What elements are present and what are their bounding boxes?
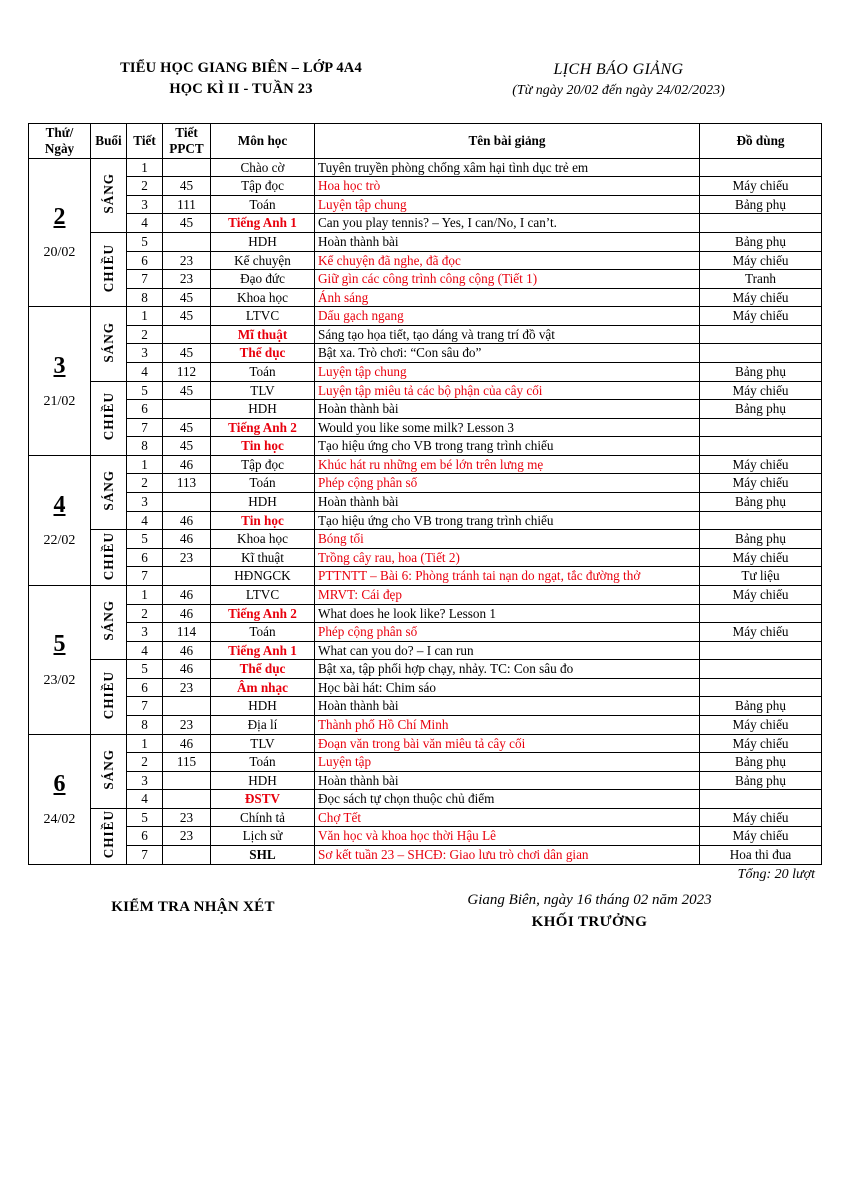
- period-cell: 1: [127, 307, 163, 326]
- table-row: [29, 214, 822, 233]
- table-row: [29, 400, 822, 419]
- session-label: SÁNG: [100, 173, 116, 214]
- equipment-cell: Máy chiếu: [700, 251, 822, 270]
- session-label: CHIỀU: [100, 392, 116, 441]
- ppct-cell: [163, 697, 211, 716]
- table-row: [29, 790, 822, 809]
- period-cell: 4: [127, 363, 163, 382]
- table-row: [29, 177, 822, 196]
- equipment-cell: Máy chiếu: [700, 474, 822, 493]
- period-cell: 3: [127, 623, 163, 642]
- equipment-cell: [700, 790, 822, 809]
- col-header-day: Thứ/ Ngày: [29, 124, 91, 158]
- subject-cell: Thể dục: [211, 344, 315, 363]
- subject-cell: Địa lí: [211, 715, 315, 734]
- lesson-cell: Bật xa, tập phối hợp chạy, nhảy. TC: Con sâu đo: [315, 660, 700, 679]
- period-cell: 7: [127, 567, 163, 586]
- subject-cell: Tiếng Anh 2: [211, 604, 315, 623]
- period-cell: 2: [127, 325, 163, 344]
- equipment-cell: [700, 325, 822, 344]
- session-label: SÁNG: [100, 600, 116, 642]
- subject-cell: HĐNGCK: [211, 567, 315, 586]
- table-row: [29, 604, 822, 623]
- lesson-cell: Bóng tối: [315, 530, 700, 549]
- period-cell: 5: [127, 381, 163, 400]
- period-cell: 4: [127, 214, 163, 233]
- equipment-cell: Máy chiếu: [700, 585, 822, 604]
- session-cell: [91, 381, 127, 455]
- lesson-cell: Phép cộng phân số: [315, 623, 700, 642]
- lesson-cell: What does he look like? Lesson 1: [315, 604, 700, 623]
- equipment-cell: Bảng phụ: [700, 400, 822, 419]
- equipment-cell: [700, 678, 822, 697]
- period-cell: 7: [127, 846, 163, 865]
- table-row: [29, 251, 822, 270]
- ppct-cell: 46: [163, 511, 211, 530]
- period-cell: 6: [127, 400, 163, 419]
- equipment-cell: [700, 660, 822, 679]
- equipment-cell: Bảng phụ: [700, 530, 822, 549]
- ppct-cell: 23: [163, 251, 211, 270]
- period-cell: 2: [127, 474, 163, 493]
- ppct-cell: 115: [163, 753, 211, 772]
- document-header: [28, 0, 821, 101]
- equipment-cell: [700, 511, 822, 530]
- table-row: [29, 158, 822, 177]
- ppct-cell: 23: [163, 808, 211, 827]
- lesson-cell: Luyện tập chung: [315, 363, 700, 382]
- table-row: [29, 418, 822, 437]
- lesson-cell: Khúc hát ru những em bé lớn trên lưng mẹ: [315, 455, 700, 474]
- signature-block: [358, 889, 821, 934]
- lesson-cell: Văn học và khoa học thời Hậu Lê: [315, 827, 700, 846]
- table-row: [29, 660, 822, 679]
- day-date: 24/02: [43, 811, 76, 827]
- equipment-cell: Máy chiếu: [700, 623, 822, 642]
- table-row: [29, 232, 822, 251]
- table-row: [29, 437, 822, 456]
- period-cell: 2: [127, 177, 163, 196]
- school-class-line: TIỂU HỌC GIANG BIÊN – LỚP 4A4: [120, 60, 362, 76]
- lesson-cell: Học bài hát: Chim sáo: [315, 678, 700, 697]
- subject-cell: Tin học: [211, 511, 315, 530]
- lesson-cell: Hoàn thành bài: [315, 493, 700, 512]
- ppct-cell: 46: [163, 455, 211, 474]
- table-row: [29, 270, 822, 289]
- table-row: [29, 381, 822, 400]
- col-header-session: Buổi: [91, 124, 127, 158]
- day-number: 4: [53, 492, 66, 518]
- subject-cell: Tập đọc: [211, 177, 315, 196]
- table-header: [29, 124, 822, 158]
- session-cell: [91, 808, 127, 864]
- document-footer: [28, 889, 821, 934]
- subject-cell: Chào cờ: [211, 158, 315, 177]
- period-cell: 7: [127, 270, 163, 289]
- session-label: SÁNG: [100, 321, 116, 363]
- ppct-cell: 45: [163, 177, 211, 196]
- day-number: 2: [53, 204, 66, 231]
- subject-cell: HDH: [211, 493, 315, 512]
- date-range: (Từ ngày 20/02 đến ngày 24/02/2023): [512, 83, 725, 99]
- ppct-cell: 46: [163, 530, 211, 549]
- subject-cell: Đạo đức: [211, 270, 315, 289]
- period-cell: 1: [127, 455, 163, 474]
- equipment-cell: Tư liệu: [700, 567, 822, 586]
- lesson-cell: Hoàn thành bài: [315, 697, 700, 716]
- ppct-cell: 45: [163, 381, 211, 400]
- period-cell: 8: [127, 437, 163, 456]
- equipment-cell: [700, 344, 822, 363]
- subject-cell: SHL: [211, 846, 315, 865]
- ppct-cell: 45: [163, 344, 211, 363]
- lesson-cell: Ánh sáng: [315, 288, 700, 307]
- subject-cell: Tin học: [211, 437, 315, 456]
- period-cell: 3: [127, 493, 163, 512]
- ppct-cell: 23: [163, 715, 211, 734]
- day-date: 22/02: [43, 533, 76, 549]
- ppct-cell: [163, 158, 211, 177]
- period-cell: 8: [127, 715, 163, 734]
- day-cell: [29, 158, 91, 307]
- table-row: [29, 307, 822, 326]
- equipment-cell: Bảng phụ: [700, 771, 822, 790]
- equipment-cell: Hoa thi đua: [700, 846, 822, 865]
- lesson-cell: Tạo hiệu ứng cho VB trong trang trình chiếu: [315, 437, 700, 456]
- table-row: [29, 846, 822, 865]
- session-cell: [91, 158, 127, 232]
- equipment-cell: Bảng phụ: [700, 697, 822, 716]
- subject-cell: Âm nhạc: [211, 678, 315, 697]
- day-number: 5: [53, 631, 66, 658]
- schedule-table: [28, 123, 822, 864]
- col-header-subject: Môn học: [211, 124, 315, 158]
- subject-cell: ĐSTV: [211, 790, 315, 809]
- lesson-cell: Luyện tập: [315, 753, 700, 772]
- day-date: 21/02: [43, 393, 76, 409]
- equipment-cell: Bảng phụ: [700, 363, 822, 382]
- table-row: [29, 567, 822, 586]
- ppct-cell: 45: [163, 418, 211, 437]
- subject-cell: Khoa học: [211, 530, 315, 549]
- lesson-cell: Sơ kết tuần 23 – SHCĐ: Giao lưu trò chơi dân gian: [315, 846, 700, 865]
- ppct-cell: 114: [163, 623, 211, 642]
- subject-cell: Chính tả: [211, 808, 315, 827]
- table-row: [29, 344, 822, 363]
- ppct-cell: 45: [163, 437, 211, 456]
- lesson-cell: Hoàn thành bài: [315, 400, 700, 419]
- table-row: [29, 493, 822, 512]
- ppct-cell: 111: [163, 195, 211, 214]
- school-info: [56, 58, 426, 100]
- ppct-cell: 113: [163, 474, 211, 493]
- semester-week-line: HỌC KÌ II - TUẦN 23: [169, 81, 313, 98]
- ppct-cell: [163, 846, 211, 865]
- equipment-cell: Máy chiếu: [700, 288, 822, 307]
- ppct-cell: 46: [163, 734, 211, 753]
- ppct-cell: [163, 493, 211, 512]
- subject-cell: Tiếng Anh 1: [211, 641, 315, 660]
- period-cell: 6: [127, 548, 163, 567]
- ppct-cell: [163, 567, 211, 586]
- ppct-cell: 46: [163, 585, 211, 604]
- ppct-cell: 23: [163, 270, 211, 289]
- subject-cell: Khoa học: [211, 288, 315, 307]
- table-row: [29, 530, 822, 549]
- place-and-date: Giang Biên, ngày 16 tháng 02 năm 2023: [467, 891, 712, 908]
- lesson-cell: PTTNTT – Bài 6: Phòng tránh tai nạn do ngạt, tắc đường thở: [315, 567, 700, 586]
- table-row: [29, 511, 822, 530]
- period-cell: 4: [127, 641, 163, 660]
- ppct-cell: [163, 790, 211, 809]
- table-body: [29, 158, 822, 864]
- col-header-lesson: Tên bài giảng: [315, 124, 700, 158]
- subject-cell: Toán: [211, 753, 315, 772]
- lesson-cell: MRVT: Cái đẹp: [315, 585, 700, 604]
- ppct-cell: 45: [163, 307, 211, 326]
- subject-cell: Lịch sử: [211, 827, 315, 846]
- lesson-cell: Can you play tennis? – Yes, I can/No, I can’t.: [315, 214, 700, 233]
- lesson-cell: Tuyên truyền phòng chống xâm hại tình dục trẻ em: [315, 158, 700, 177]
- subject-cell: HDH: [211, 232, 315, 251]
- session-cell: [91, 455, 127, 529]
- lesson-cell: Sáng tạo họa tiết, tạo dáng và trang trí đồ vật: [315, 325, 700, 344]
- equipment-cell: Máy chiếu: [700, 381, 822, 400]
- subject-cell: Thể dục: [211, 660, 315, 679]
- lesson-cell: Tạo hiệu ứng cho VB trong trang trình chiếu: [315, 511, 700, 530]
- equipment-cell: Máy chiếu: [700, 715, 822, 734]
- day-cell: [29, 734, 91, 864]
- subject-cell: Toán: [211, 363, 315, 382]
- table-row: [29, 195, 822, 214]
- session-cell: [91, 660, 127, 734]
- equipment-cell: [700, 604, 822, 623]
- table-row: [29, 363, 822, 382]
- day-number: 3: [53, 352, 66, 379]
- period-cell: 6: [127, 827, 163, 846]
- subject-cell: Tiếng Anh 1: [211, 214, 315, 233]
- period-cell: 3: [127, 771, 163, 790]
- lesson-cell: Luyện tập miêu tả các bộ phận của cây cối: [315, 381, 700, 400]
- lesson-cell: Hoàn thành bài: [315, 232, 700, 251]
- subject-cell: HDH: [211, 697, 315, 716]
- equipment-cell: Bảng phụ: [700, 232, 822, 251]
- lesson-cell: What can you do? – I can run: [315, 641, 700, 660]
- session-label: SÁNG: [100, 749, 116, 790]
- equipment-cell: [700, 214, 822, 233]
- ppct-cell: [163, 400, 211, 419]
- period-cell: 6: [127, 678, 163, 697]
- col-header-period: Tiết: [127, 124, 163, 158]
- period-cell: 8: [127, 288, 163, 307]
- table-row: [29, 288, 822, 307]
- period-cell: 2: [127, 753, 163, 772]
- review-label: KIỂM TRA NHẬN XÉT: [111, 898, 275, 915]
- equipment-cell: Máy chiếu: [700, 548, 822, 567]
- table-row: [29, 771, 822, 790]
- ppct-cell: 45: [163, 288, 211, 307]
- table-row: [29, 734, 822, 753]
- signer-role: KHỐI TRƯỞNG: [531, 914, 648, 931]
- subject-cell: Kĩ thuật: [211, 548, 315, 567]
- table-row: [29, 678, 822, 697]
- page-title: LỊCH BÁO GIẢNG: [553, 61, 684, 78]
- table-row: [29, 697, 822, 716]
- period-cell: 2: [127, 604, 163, 623]
- table-row: [29, 715, 822, 734]
- day-cell: [29, 455, 91, 585]
- ppct-cell: 112: [163, 363, 211, 382]
- lesson-cell: Giữ gìn các công trình công cộng (Tiết 1): [315, 270, 700, 289]
- lesson-cell: Luyện tập chung: [315, 195, 700, 214]
- table-row: [29, 641, 822, 660]
- subject-cell: TLV: [211, 734, 315, 753]
- ppct-cell: 46: [163, 604, 211, 623]
- equipment-cell: Máy chiếu: [700, 827, 822, 846]
- subject-cell: Tiếng Anh 2: [211, 418, 315, 437]
- period-cell: 4: [127, 511, 163, 530]
- lesson-cell: Đọc sách tự chọn thuộc chủ điểm: [315, 790, 700, 809]
- session-label: CHIỀU: [100, 810, 116, 859]
- ppct-cell: 23: [163, 678, 211, 697]
- total-count: Tổng: 20 lượt: [737, 866, 815, 882]
- table-row: [29, 548, 822, 567]
- subject-cell: TLV: [211, 381, 315, 400]
- period-cell: 5: [127, 808, 163, 827]
- lesson-cell: Trồng cây rau, hoa (Tiết 2): [315, 548, 700, 567]
- subject-cell: Toán: [211, 623, 315, 642]
- equipment-cell: Bảng phụ: [700, 195, 822, 214]
- session-cell: [91, 307, 127, 381]
- ppct-cell: [163, 771, 211, 790]
- ppct-cell: 23: [163, 827, 211, 846]
- subject-cell: LTVC: [211, 585, 315, 604]
- lesson-cell: Dấu gạch ngang: [315, 307, 700, 326]
- subject-cell: Tập đọc: [211, 455, 315, 474]
- table-row: [29, 455, 822, 474]
- col-header-ppct: Tiết PPCT: [163, 124, 211, 158]
- lesson-cell: Would you like some milk? Lesson 3: [315, 418, 700, 437]
- table-row: [29, 753, 822, 772]
- equipment-cell: Tranh: [700, 270, 822, 289]
- period-cell: 3: [127, 195, 163, 214]
- day-number: 6: [53, 770, 66, 797]
- period-cell: 1: [127, 585, 163, 604]
- day-cell: [29, 585, 91, 734]
- subject-cell: Mĩ thuật: [211, 325, 315, 344]
- session-label: SÁNG: [100, 470, 116, 512]
- equipment-cell: [700, 641, 822, 660]
- ppct-cell: 46: [163, 641, 211, 660]
- equipment-cell: Máy chiếu: [700, 177, 822, 196]
- day-date: 20/02: [43, 245, 76, 261]
- period-cell: 7: [127, 418, 163, 437]
- equipment-cell: [700, 418, 822, 437]
- equipment-cell: Bảng phụ: [700, 753, 822, 772]
- table-row: [29, 623, 822, 642]
- period-cell: 5: [127, 530, 163, 549]
- ppct-cell: 45: [163, 214, 211, 233]
- equipment-cell: Máy chiếu: [700, 455, 822, 474]
- session-cell: [91, 530, 127, 586]
- lesson-cell: Bật xa. Trò chơi: “Con sâu đo”: [315, 344, 700, 363]
- lesson-cell: Chợ Tết: [315, 808, 700, 827]
- day-date: 23/02: [43, 672, 76, 688]
- subject-cell: Toán: [211, 474, 315, 493]
- subject-cell: HDH: [211, 771, 315, 790]
- period-cell: 6: [127, 251, 163, 270]
- table-row: [29, 325, 822, 344]
- lesson-cell: Kể chuyện đã nghe, đã đọc: [315, 251, 700, 270]
- table-row: [29, 585, 822, 604]
- session-label: CHIỀU: [100, 671, 116, 720]
- period-cell: 5: [127, 660, 163, 679]
- ppct-cell: 46: [163, 660, 211, 679]
- lesson-cell: Phép cộng phân số: [315, 474, 700, 493]
- equipment-cell: Máy chiếu: [700, 307, 822, 326]
- subject-cell: Toán: [211, 195, 315, 214]
- session-label: CHIỀU: [100, 243, 116, 292]
- equipment-cell: Máy chiếu: [700, 808, 822, 827]
- equipment-cell: [700, 437, 822, 456]
- session-cell: [91, 585, 127, 659]
- period-cell: 7: [127, 697, 163, 716]
- equipment-cell: Máy chiếu: [700, 734, 822, 753]
- equipment-cell: [700, 158, 822, 177]
- period-cell: 1: [127, 734, 163, 753]
- equipment-cell: Bảng phụ: [700, 493, 822, 512]
- session-cell: [91, 734, 127, 808]
- ppct-cell: [163, 325, 211, 344]
- ppct-cell: 23: [163, 548, 211, 567]
- table-row: [29, 474, 822, 493]
- ppct-cell: [163, 232, 211, 251]
- session-cell: [91, 232, 127, 306]
- period-cell: 5: [127, 232, 163, 251]
- table-row: [29, 808, 822, 827]
- session-label: CHIỀU: [100, 531, 116, 580]
- lesson-cell: Hoàn thành bài: [315, 771, 700, 790]
- subject-cell: HDH: [211, 400, 315, 419]
- header-row: [29, 124, 822, 158]
- subject-cell: Kể chuyện: [211, 251, 315, 270]
- document-title-block: [426, 58, 811, 101]
- period-cell: 4: [127, 790, 163, 809]
- lesson-cell: Thành phố Hồ Chí Minh: [315, 715, 700, 734]
- table-row: [29, 827, 822, 846]
- subject-cell: LTVC: [211, 307, 315, 326]
- day-cell: [29, 307, 91, 456]
- period-cell: 1: [127, 158, 163, 177]
- col-header-equipment: Đồ dùng: [700, 124, 822, 158]
- lesson-cell: Hoa học trò: [315, 177, 700, 196]
- lesson-cell: Đoạn văn trong bài văn miêu tả cây cối: [315, 734, 700, 753]
- period-cell: 3: [127, 344, 163, 363]
